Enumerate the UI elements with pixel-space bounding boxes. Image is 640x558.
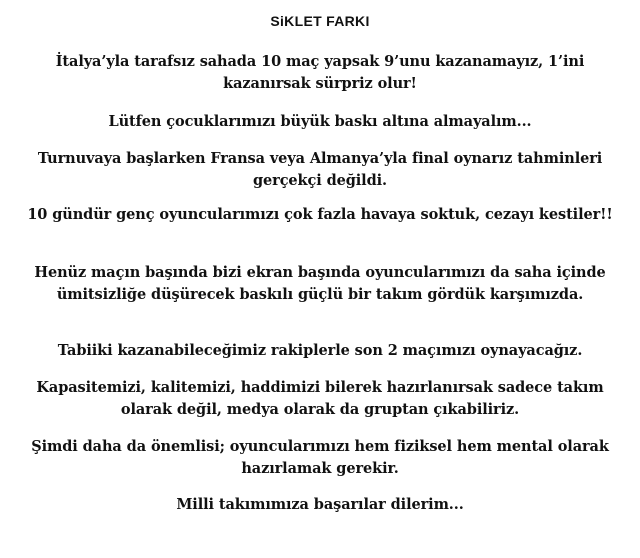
paragraph-no-pressure: Lütfen çocuklarımızı büyük baskı altına almayalım... — [108, 113, 532, 130]
paragraph-good-luck: Milli takımımıza başarılar dilerim... — [176, 496, 464, 513]
paragraph-remaining-matches: Tabiiki kazanabileceğimiz rakiplerle son 2 maçımızı oynayacağız. — [57, 342, 583, 359]
paragraph-capacity: Kapasitemizi, kalitemizi, haddimizi bilerek hazırlanırsak sadece takım olarak değil, medya olarak da gruptan çıkabiliriz. — [36, 379, 604, 418]
paragraph-final-predictions: Turnuvaya başlarken Fransa veya Almanya’yla final oynarız tahminleri gerçekçi değildi. — [37, 150, 603, 189]
paragraph-preparation: Şimdi daha da önemlisi; oyuncularımızı hem fiziksel hem mental olarak hazırlamak gerekir. — [31, 438, 609, 477]
paragraph-italy-odds: İtalya’yla tarafsız sahada 10 maç yapsak 9’unu kazanamayız, 1’ini kazanırsak sürpriz olur! — [55, 53, 585, 92]
paragraph-strong-opponent: Henüz maçın başında bizi ekran başında oyuncularımızı da saha içinde ümitsizliğe düşürecek baskılı güçlü bir takım gördük karşımızda. — [34, 264, 606, 303]
paragraph-hype: 10 gündür genç oyuncularımızı çok fazla havaya soktuk, cezayı kestiler!! — [27, 206, 613, 223]
document-title: SiKLET FARKI — [270, 13, 370, 29]
